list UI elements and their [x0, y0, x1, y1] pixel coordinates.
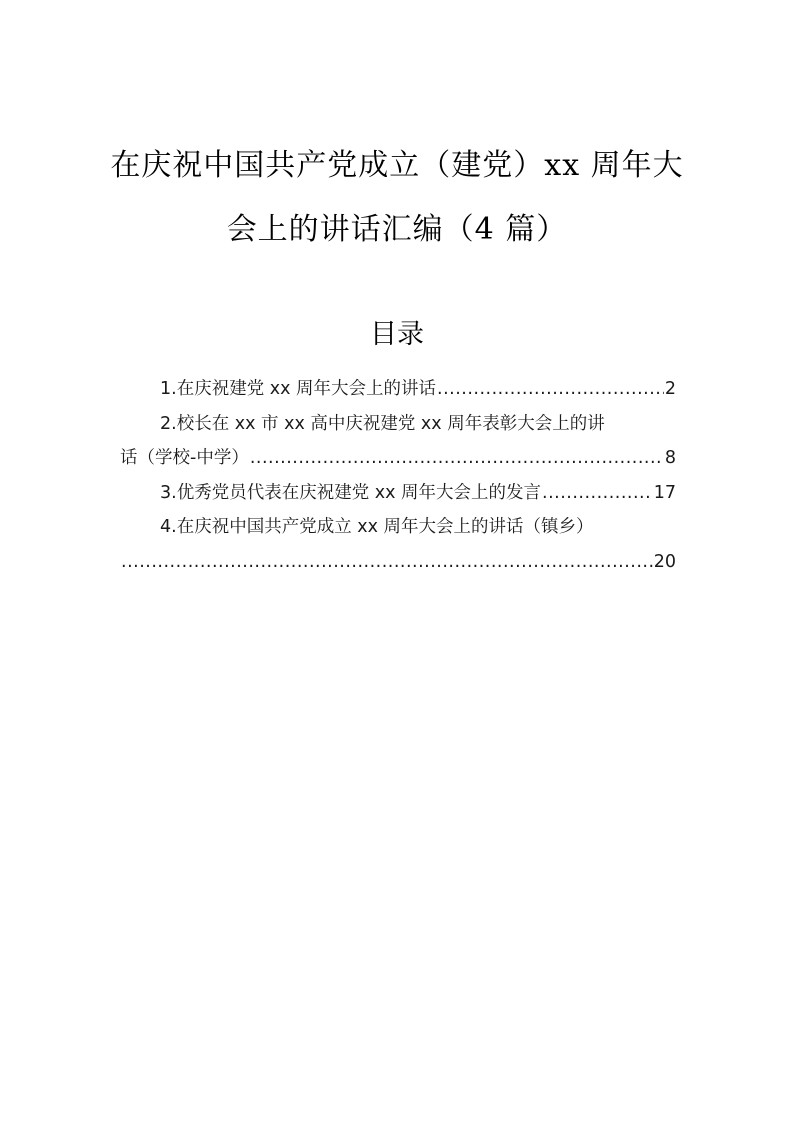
toc-entry-2-text-line-2: 话（学校-中学）	[120, 448, 249, 468]
toc-entry-3-text: 3.优秀党员代表在庆祝建党 xx 周年大会上的发言	[160, 482, 542, 503]
toc-leader-dots	[121, 545, 653, 580]
toc-entry-1[interactable]	[120, 372, 676, 407]
table-of-contents	[120, 372, 676, 579]
toc-entry-2-page: 8	[664, 448, 676, 468]
toc-entry-4-page: 20	[653, 551, 676, 572]
toc-entry-4-line-2[interactable]	[120, 545, 676, 580]
toc-entry-4-line-1[interactable]	[120, 510, 676, 545]
toc-entry-1-text: 1.在庆祝建党 xx 周年大会上的讲话	[160, 379, 437, 399]
toc-entry-2-line-2[interactable]	[120, 441, 676, 476]
toc-entry-2-text-line-1: 2.校长在 xx 市 xx 高中庆祝建党 xx 周年表彰大会上的讲	[160, 413, 605, 434]
toc-entry-3[interactable]	[120, 476, 676, 511]
toc-leader-dots	[250, 441, 664, 476]
toc-heading: 目录	[370, 319, 424, 350]
toc-entry-1-page: 2	[664, 379, 676, 399]
toc-leader-dots	[437, 372, 664, 407]
toc-entry-2-line-1[interactable]	[120, 407, 676, 442]
toc-leader-dots	[542, 476, 653, 511]
document-title-line-2: 会上的讲话汇编（4 篇）	[226, 212, 568, 247]
document-title-line-1: 在庆祝中国共产党成立（建党）xx 周年大	[110, 148, 684, 183]
toc-entry-3-page: 17	[653, 482, 676, 503]
toc-entry-4-text-line-1: 4.在庆祝中国共产党成立 xx 周年大会上的讲话（镇乡）	[160, 517, 594, 537]
